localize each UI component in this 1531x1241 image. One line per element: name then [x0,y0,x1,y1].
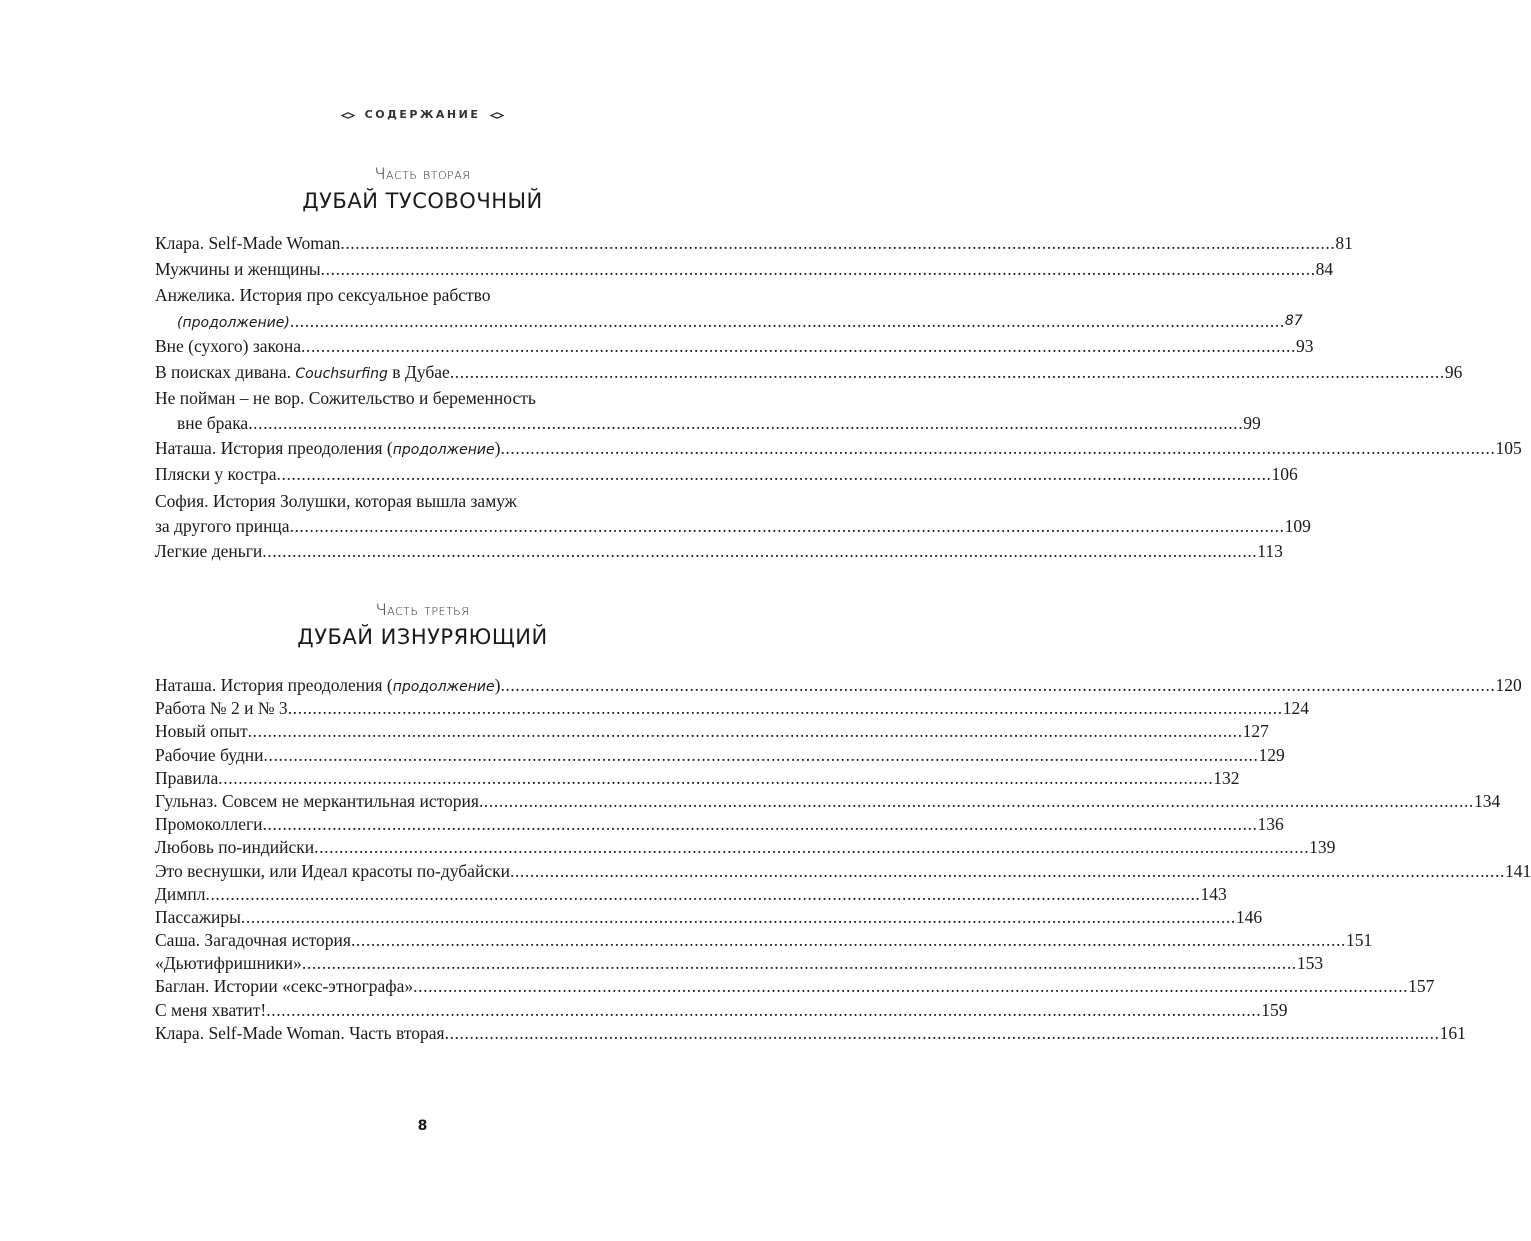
part-three-heading [0,600,845,649]
dot-leader: ........................................................................................................................................................................................................ [266,999,1262,1020]
toc-entry-title [155,359,450,385]
toc-entry-line [155,359,1463,385]
toc-entry-line [155,975,1435,998]
toc-entry-line [155,1022,1466,1045]
toc-entry-title [155,744,264,767]
toc-entry-title [155,906,241,929]
toc-entry[interactable] [155,674,1522,697]
toc-entry-line [155,461,1298,487]
page-number: 8 [417,1118,428,1134]
dot-leader: ........................................................................................................................................................................................................ [478,790,1474,811]
title-segment: Пляски у костра [155,464,277,485]
toc-entry-line [155,514,1311,538]
title-segment: за другого принца [155,515,290,536]
toc-entry-title [155,1022,445,1045]
toc-entry[interactable] [155,256,1334,282]
title-segment: Couchsurfing [295,365,388,382]
toc-page-number: 129 [1258,744,1285,765]
dot-leader: ........................................................................................................................................................................................................ [449,361,1445,382]
diamond-ornament-icon [490,112,504,119]
toc-entry-title [155,674,500,697]
toc-entry[interactable] [155,767,1240,790]
title-segment: Легкие деньги [155,540,263,561]
title-segment: Димпл [155,883,206,904]
toc-page-number: 132 [1213,767,1240,788]
toc-entry-line [155,720,1269,743]
toc-entry[interactable] [155,999,1288,1022]
toc-entry-title [155,836,314,859]
toc-entry-title [177,411,248,435]
dot-leader: ........................................................................................................................................................................................................ [340,233,1336,253]
toc-page-number: 109 [1284,515,1311,536]
toc-entry-title [155,256,321,282]
toc-entry-title [155,790,479,813]
title-segment: Саша. Загадочная история [155,930,351,951]
title-segment: Пассажиры [155,906,241,927]
part-subtitle: Часть вторая [374,164,471,183]
toc-page-number: 105 [1495,438,1522,459]
toc-entry-title [155,952,302,975]
dot-leader: ........................................................................................................................................................................................................ [289,515,1285,536]
dot-leader: ........................................................................................................................................................................................................ [287,698,1283,719]
toc-entry-line [155,952,1324,975]
toc-entry-line [155,333,1314,359]
dot-leader: ........................................................................................................................................................................................................ [314,837,1310,858]
toc-page-number: 81 [1335,233,1353,253]
dot-leader: ........................................................................................................................................................................................................ [262,540,1258,561]
title-segment: вне брака [177,413,249,434]
toc-page-number: 106 [1271,464,1298,485]
title-segment: продолжение [392,679,495,695]
title-segment: ) [494,438,501,459]
toc-entry-line [155,309,1303,333]
toc-page-number: 159 [1261,999,1288,1020]
toc-page-number: 120 [1495,675,1522,695]
title-segment: Гульназ. Совсем не меркантильная история [155,790,479,811]
dot-leader: ........................................................................................................................................................................................................ [500,438,1496,459]
toc-page-number: 136 [1257,814,1284,835]
toc-page-number: 157 [1408,976,1435,997]
toc-entry[interactable] [155,282,1303,332]
title-segment: Клара. Self-Made Woman. Часть вторая [155,1022,445,1043]
toc-page-number: 134 [1473,790,1501,811]
toc-page-number: 161 [1439,1022,1466,1043]
toc-page-number: 87 [1284,312,1303,329]
toc-entry-line [155,836,1336,859]
toc-page-number: 96 [1444,361,1463,382]
toc-entry-line [155,929,1373,952]
toc-list-part-three [155,674,1531,1045]
toc-entry[interactable] [155,883,1227,906]
dot-leader: ........................................................................................................................................................................................................ [205,883,1201,904]
toc-entry[interactable] [155,333,1314,359]
part-subtitle: Часть третья [375,600,470,619]
toc-entry-line [155,385,744,411]
dot-leader: ........................................................................................................................................................................................................ [301,335,1296,356]
dot-leader: ........................................................................................................................................................................................................ [289,310,1285,331]
toc-entry-title [155,538,262,564]
toc-entry[interactable] [155,230,1353,256]
title-segment: Баглан. Истории «секс-этнографа» [155,976,414,997]
title-segment: В поисках дивана. [155,361,296,382]
dot-leader: ........................................................................................................................................................................................................ [247,721,1243,742]
toc-entry[interactable] [155,1022,1466,1045]
toc-entry[interactable] [155,435,1522,461]
toc-entry-line [155,674,1522,697]
toc-entry-title [155,282,491,308]
toc-page-number: 153 [1296,953,1324,974]
toc-entry-line [155,883,1227,906]
dot-leader: ........................................................................................................................................................................................................ [263,744,1259,765]
toc-entry-line [155,488,744,514]
toc-entry[interactable] [155,929,1373,952]
running-head [0,108,845,121]
toc-entry-line [155,790,1501,813]
title-segment: С меня хватит! [155,999,267,1020]
dot-leader: ........................................................................................................................................................................................................ [444,1022,1440,1043]
toc-entry[interactable] [155,385,1261,435]
dot-leader: ........................................................................................................................................................................................................ [248,413,1244,434]
toc-entry[interactable] [155,790,1501,813]
toc-entry-line [155,230,1353,256]
dot-leader: ........................................................................................................................................................................................................ [301,953,1297,974]
toc-entry-title [155,488,517,514]
title-segment: (продолжение) [177,314,290,331]
toc-page-number: 143 [1200,883,1227,904]
toc-entry-title [155,883,205,906]
toc-entry[interactable] [155,720,1269,743]
toc-page-number: 84 [1315,259,1334,280]
toc-entry[interactable] [155,488,1311,538]
running-head-text: СОДЕРЖАНИЕ [364,108,481,121]
toc-entry-line [155,860,1531,883]
toc-entry[interactable] [155,975,1435,998]
toc-page-number: 113 [1257,540,1283,561]
toc-entry-title [155,385,536,411]
toc-entry-line [155,697,1309,720]
part-title: ДУБАЙ ИЗНУРЯЮЩИЙ [297,625,548,649]
title-segment: Новый опыт [155,721,248,742]
toc-entry-title [155,999,266,1022]
toc-entry[interactable] [155,813,1284,836]
toc-page-number: 124 [1282,698,1309,719]
dot-leader: ........................................................................................................................................................................................................ [509,860,1505,881]
toc-entry-title [177,309,290,333]
title-segment: Анжелика. История про сексуальное рабство [155,285,491,306]
toc-entry-title [155,435,500,461]
toc-entry-title [155,333,301,359]
dot-leader: ........................................................................................................................................................................................................ [240,906,1236,927]
title-segment: Правила [155,767,219,788]
title-segment: Это веснушки, или Идеал красоты по-дубайски [155,860,510,881]
toc-entry-line [155,256,1334,282]
dot-leader: ........................................................................................................................................................................................................ [320,259,1316,280]
dot-leader: ........................................................................................................................................................................................................ [262,814,1258,835]
toc-entry-line [155,999,1288,1022]
toc-entry-title [155,860,510,883]
part-title: ДУБАЙ ТУСОВОЧНЫЙ [302,189,543,213]
diamond-ornament-icon [341,112,355,119]
toc-page-number: 141 [1504,860,1531,881]
dot-leader: ........................................................................................................................................................................................................ [276,464,1272,485]
title-segment: продолжение [392,442,495,459]
toc-entry[interactable] [155,860,1531,883]
title-segment: Наташа. История преодоления ( [155,675,393,695]
toc-entry-line [155,744,1285,767]
toc-entry-title [155,767,218,790]
toc-list-part-two [155,230,1522,564]
title-segment: Промоколлеги [155,814,263,835]
toc-entry-title [155,230,340,256]
title-segment: ) [494,675,501,695]
title-segment: Мужчины и женщины [155,259,321,280]
toc-entry-title [155,514,290,538]
toc-entry-line [155,906,1263,929]
toc-entry[interactable] [155,538,1283,564]
toc-entry-line [155,282,744,308]
title-segment: Клара. Self-Made Woman [155,233,341,253]
toc-page-number: 146 [1235,906,1263,927]
title-segment: Работа № 2 и № 3 [155,698,288,719]
toc-entry[interactable] [155,744,1285,767]
title-segment: «Дьютифришники» [155,953,302,974]
toc-entry-title [155,697,288,720]
title-segment: София. История Золушки, которая вышла замуж [155,490,517,511]
toc-entry[interactable] [155,461,1298,487]
toc-entry[interactable] [155,359,1463,385]
toc-entry[interactable] [155,836,1336,859]
title-segment: Наташа. История преодоления ( [155,438,393,459]
title-segment: Вне (сухого) закона [155,335,301,356]
toc-entry-title [155,975,413,998]
title-segment: в Дубае [387,361,450,382]
toc-entry-line [155,767,1240,790]
title-segment: Рабочие будни [155,744,264,765]
toc-page-number: 139 [1309,837,1336,858]
toc-entry-line [155,813,1284,836]
toc-entry-line [155,538,1283,564]
toc-entry-title [155,929,351,952]
toc-entry-line [155,411,1261,435]
dot-leader: ........................................................................................................................................................................................................ [500,675,1496,695]
dot-leader: ........................................................................................................................................................................................................ [350,930,1346,951]
title-segment: Любовь по-индийски [155,837,315,858]
toc-page-number: 93 [1296,335,1314,356]
toc-entry-line [155,435,1522,461]
part-two-heading [0,164,845,213]
toc-entry[interactable] [155,952,1324,975]
toc-entry[interactable] [155,906,1263,929]
toc-page-number: 151 [1345,930,1373,951]
dot-leader: ........................................................................................................................................................................................................ [218,767,1214,788]
toc-page-number: 99 [1243,413,1261,434]
toc-entry-title [155,813,263,836]
title-segment: Не пойман – не вор. Сожительство и беременность [155,387,536,408]
toc-page-number: 127 [1242,721,1269,742]
toc-entry-title [155,461,277,487]
toc-entry[interactable] [155,697,1309,720]
toc-entry-title [155,720,248,743]
dot-leader: ........................................................................................................................................................................................................ [413,976,1409,997]
